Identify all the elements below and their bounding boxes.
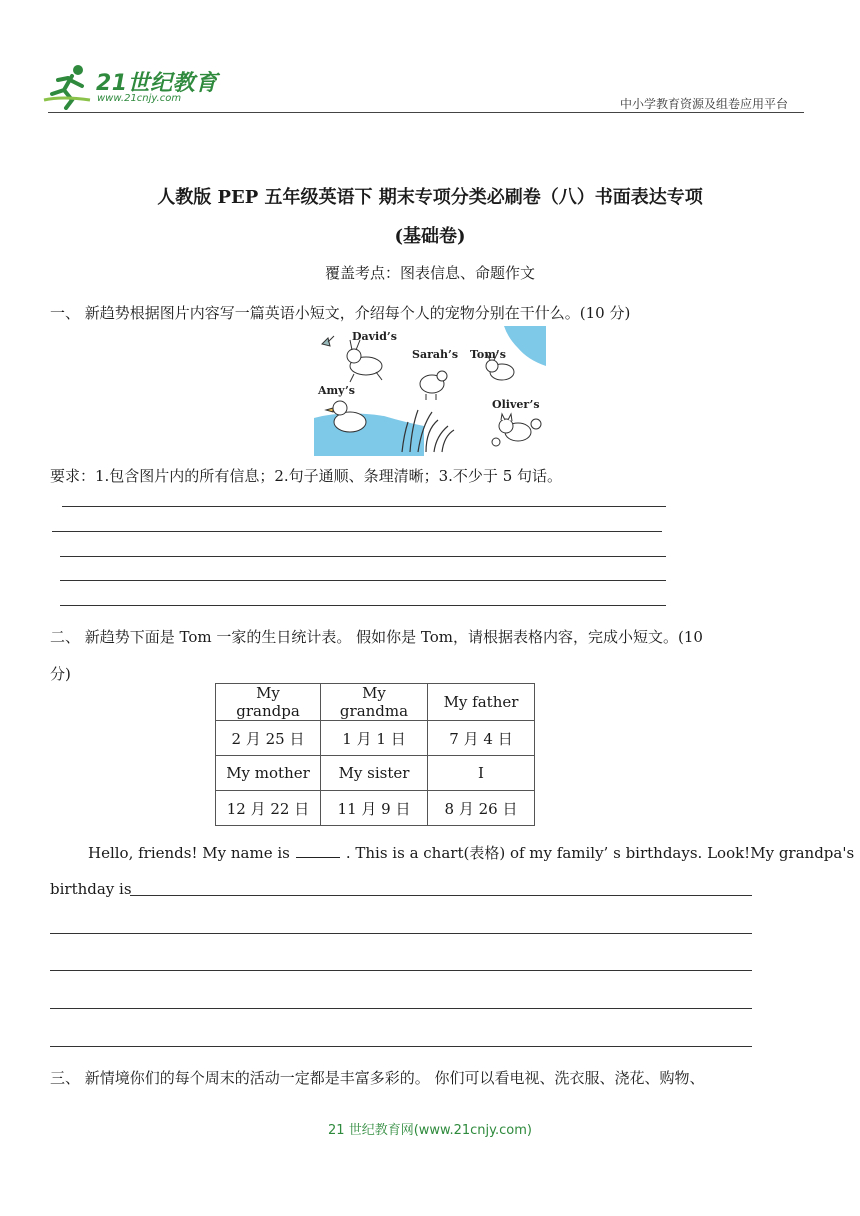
answer-line[interactable] xyxy=(50,933,752,934)
passage-text: Hello, friends! My name is xyxy=(88,844,290,862)
passage-line-2: birthday is xyxy=(50,880,132,898)
runner-logo-icon xyxy=(42,60,102,110)
oliver-pet-drawing xyxy=(492,414,541,446)
answer-line[interactable] xyxy=(62,506,666,507)
question-3-text: 三、 新情境你们的每个周末的活动一定都是丰富多彩的。 你们可以看电视、洗衣服、浇花、购物、 xyxy=(50,1069,705,1087)
footer-text: 21 世纪教育网(www.21cnjy.com) xyxy=(328,1123,532,1138)
table-cell: 8 月 26 日 xyxy=(428,791,535,826)
logo-text: 21世纪教育 xyxy=(96,71,218,96)
passage-text: . This is a chart(表格) of my family’ s birthdays. Look!My grandpa's xyxy=(345,844,855,862)
name-blank[interactable] xyxy=(296,843,340,858)
label-amy: Amy’s xyxy=(318,384,355,397)
answer-line[interactable] xyxy=(50,1008,752,1009)
answer-line[interactable] xyxy=(60,580,666,581)
label-david: David’s xyxy=(352,330,397,343)
page-subtitle: (基础卷) xyxy=(394,226,466,247)
sarah-pet-drawing xyxy=(420,371,447,400)
label-sarah: Sarah’s xyxy=(412,348,459,361)
answer-line[interactable] xyxy=(50,1046,752,1047)
passage-line-1 xyxy=(88,842,854,863)
table-row xyxy=(216,756,535,791)
table-cell: My sister xyxy=(321,756,428,791)
table-cell: My father xyxy=(428,684,535,721)
logo-url: www.21cnjy.com xyxy=(97,93,182,104)
header-divider xyxy=(48,112,804,113)
answer-line[interactable] xyxy=(130,895,752,896)
page-title: 人教版 PEP 五年级英语下 期末专项分类必刷卷（八）书面表达专项 xyxy=(157,187,703,208)
answer-line[interactable] xyxy=(60,605,666,606)
question-2-text: 二、 新趋势下面是 Tom 一家的生日统计表。 假如你是 Tom，请根据表格内容，完成小短文。(10 xyxy=(50,628,703,646)
table-cell: 2 月 25 日 xyxy=(216,721,321,756)
answer-line[interactable] xyxy=(60,556,666,557)
question-1-text: 一、 新趋势根据图片内容写一篇英语小短文，介绍每个人的宠物分别在干什么。(10 分) xyxy=(50,304,631,322)
question-2-text-cont: 分) xyxy=(50,665,71,683)
answer-line[interactable] xyxy=(50,970,752,971)
coverage-note: 覆盖考点：图表信息、命题作文 xyxy=(324,264,535,282)
question-1-requirement: 要求：1.包含图片内的所有信息；2.句子通顺、条理清晰；3.不少于 5 句话。 xyxy=(50,467,563,485)
david-pet-drawing xyxy=(347,340,382,382)
table-cell: I xyxy=(428,756,535,791)
birthday-table xyxy=(215,683,535,826)
pond-shape xyxy=(314,413,424,456)
pets-illustration xyxy=(314,326,546,456)
sky-shape xyxy=(504,326,546,366)
table-cell: 1 月 1 日 xyxy=(321,721,428,756)
label-oliver: Oliver’s xyxy=(492,398,540,411)
table-row xyxy=(216,721,535,756)
table-cell: 11 月 9 日 xyxy=(321,791,428,826)
butterfly-drawing xyxy=(322,336,334,346)
answer-line[interactable] xyxy=(52,531,662,532)
table-cell: 12 月 22 日 xyxy=(216,791,321,826)
table-cell: 7 月 4 日 xyxy=(428,721,535,756)
table-cell: My grandpa xyxy=(216,684,321,721)
table-cell: My grandma xyxy=(321,684,428,721)
platform-name: 中小学教育资源及组卷应用平台 xyxy=(620,97,789,111)
table-row xyxy=(216,791,535,826)
table-row xyxy=(216,684,535,721)
table-cell: My mother xyxy=(216,756,321,791)
label-tom: Tom’s xyxy=(470,348,506,361)
